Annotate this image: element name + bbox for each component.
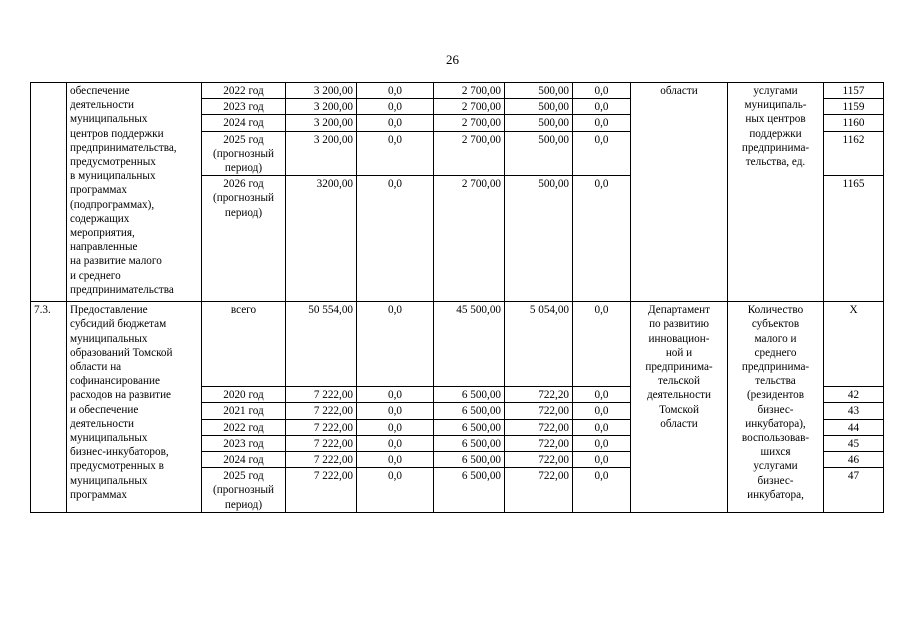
indicator-value-cell: 44 [824,419,884,435]
local-cell: 500,00 [505,83,573,99]
other-cell: 0,0 [573,302,631,387]
budget-table [30,82,884,513]
year-cell: 2023 год [202,99,286,115]
other-cell: 0,0 [573,115,631,131]
other-cell: 0,0 [573,176,631,302]
table-row [31,302,884,387]
indicator-value-cell: 1159 [824,99,884,115]
executor-cell: области [631,83,728,302]
total-cell: 7 222,00 [286,435,357,451]
regional-cell: 2 700,00 [434,83,505,99]
federal-cell: 0,0 [357,468,434,513]
total-cell: 7 222,00 [286,452,357,468]
year-cell: 2022 год [202,83,286,99]
federal-cell: 0,0 [357,403,434,419]
row-number-cell [31,83,67,302]
federal-cell: 0,0 [357,83,434,99]
indicator-value-cell: 47 [824,468,884,513]
total-cell: 50 554,00 [286,302,357,387]
indicator-value-cell: 43 [824,403,884,419]
regional-cell: 6 500,00 [434,419,505,435]
indicator-value-cell: 1160 [824,115,884,131]
total-cell: 7 222,00 [286,419,357,435]
federal-cell: 0,0 [357,99,434,115]
row-number-cell: 7.3. [31,302,67,513]
year-cell: 2024 год [202,452,286,468]
federal-cell: 0,0 [357,131,434,176]
other-cell: 0,0 [573,387,631,403]
indicator-value-cell: X [824,302,884,387]
indicator-value-cell: 1165 [824,176,884,302]
indicator-cell: Количество субъектов малого и среднего предпринима- тельства (резидентов бизнес- инкубатора), воспользовав- шихся услугами бизнес- инкубатора, [728,302,824,513]
other-cell: 0,0 [573,452,631,468]
regional-cell: 6 500,00 [434,403,505,419]
year-cell: 2025 год (прогнозный период) [202,468,286,513]
total-cell: 3 200,00 [286,99,357,115]
local-cell: 722,00 [505,403,573,419]
year-cell: 2020 год [202,387,286,403]
year-cell: 2025 год (прогнозный период) [202,131,286,176]
regional-cell: 2 700,00 [434,99,505,115]
indicator-value-cell: 42 [824,387,884,403]
local-cell: 722,00 [505,452,573,468]
local-cell: 500,00 [505,131,573,176]
other-cell: 0,0 [573,403,631,419]
regional-cell: 2 700,00 [434,115,505,131]
total-cell: 3 200,00 [286,115,357,131]
other-cell: 0,0 [573,83,631,99]
year-cell: 2022 год [202,419,286,435]
local-cell: 722,20 [505,387,573,403]
page-number: 26 [446,52,459,67]
local-cell: 500,00 [505,115,573,131]
indicator-cell: услугами муниципаль- ных центров поддержки предпринима- тельства, ед. [728,83,824,302]
year-cell: 2024 год [202,115,286,131]
regional-cell: 6 500,00 [434,435,505,451]
regional-cell: 6 500,00 [434,452,505,468]
indicator-value-cell: 1162 [824,131,884,176]
year-cell: всего [202,302,286,387]
other-cell: 0,0 [573,419,631,435]
federal-cell: 0,0 [357,387,434,403]
total-cell: 7 222,00 [286,387,357,403]
federal-cell: 0,0 [357,302,434,387]
indicator-value-cell: 1157 [824,83,884,99]
table-row [31,83,884,99]
regional-cell: 6 500,00 [434,387,505,403]
total-cell: 7 222,00 [286,403,357,419]
regional-cell: 2 700,00 [434,176,505,302]
total-cell: 3 200,00 [286,83,357,99]
regional-cell: 2 700,00 [434,131,505,176]
total-cell: 3 200,00 [286,131,357,176]
measure-description: Предоставление субсидий бюджетам муниципальных образований Томской области на софинансирование расходов на развитие и обеспечение деятельности муниципальных бизнес-инкубаторов, предусмотренных в муниципальных программах [67,302,202,513]
executor-cell: Департамент по развитию инновацион- ной и предпринима- тельской деятельности Томской области [631,302,728,513]
federal-cell: 0,0 [357,452,434,468]
year-cell: 2021 год [202,403,286,419]
other-cell: 0,0 [573,468,631,513]
other-cell: 0,0 [573,99,631,115]
other-cell: 0,0 [573,435,631,451]
local-cell: 722,00 [505,468,573,513]
local-cell: 722,00 [505,435,573,451]
local-cell: 500,00 [505,99,573,115]
federal-cell: 0,0 [357,115,434,131]
year-cell: 2026 год (прогнозный период) [202,176,286,302]
other-cell: 0,0 [573,131,631,176]
total-cell: 3200,00 [286,176,357,302]
total-cell: 7 222,00 [286,468,357,513]
measure-description: обеспечение деятельности муниципальных центров поддержки предпринимательства, предусмотренных в муниципальных программах (подпрограммах), содержащих мероприятия, направленные на развитие малого и среднего предпринимательства [67,83,202,302]
federal-cell: 0,0 [357,435,434,451]
local-cell: 5 054,00 [505,302,573,387]
year-cell: 2023 год [202,435,286,451]
indicator-value-cell: 45 [824,435,884,451]
federal-cell: 0,0 [357,176,434,302]
regional-cell: 6 500,00 [434,468,505,513]
indicator-value-cell: 46 [824,452,884,468]
local-cell: 500,00 [505,176,573,302]
federal-cell: 0,0 [357,419,434,435]
local-cell: 722,00 [505,419,573,435]
regional-cell: 45 500,00 [434,302,505,387]
